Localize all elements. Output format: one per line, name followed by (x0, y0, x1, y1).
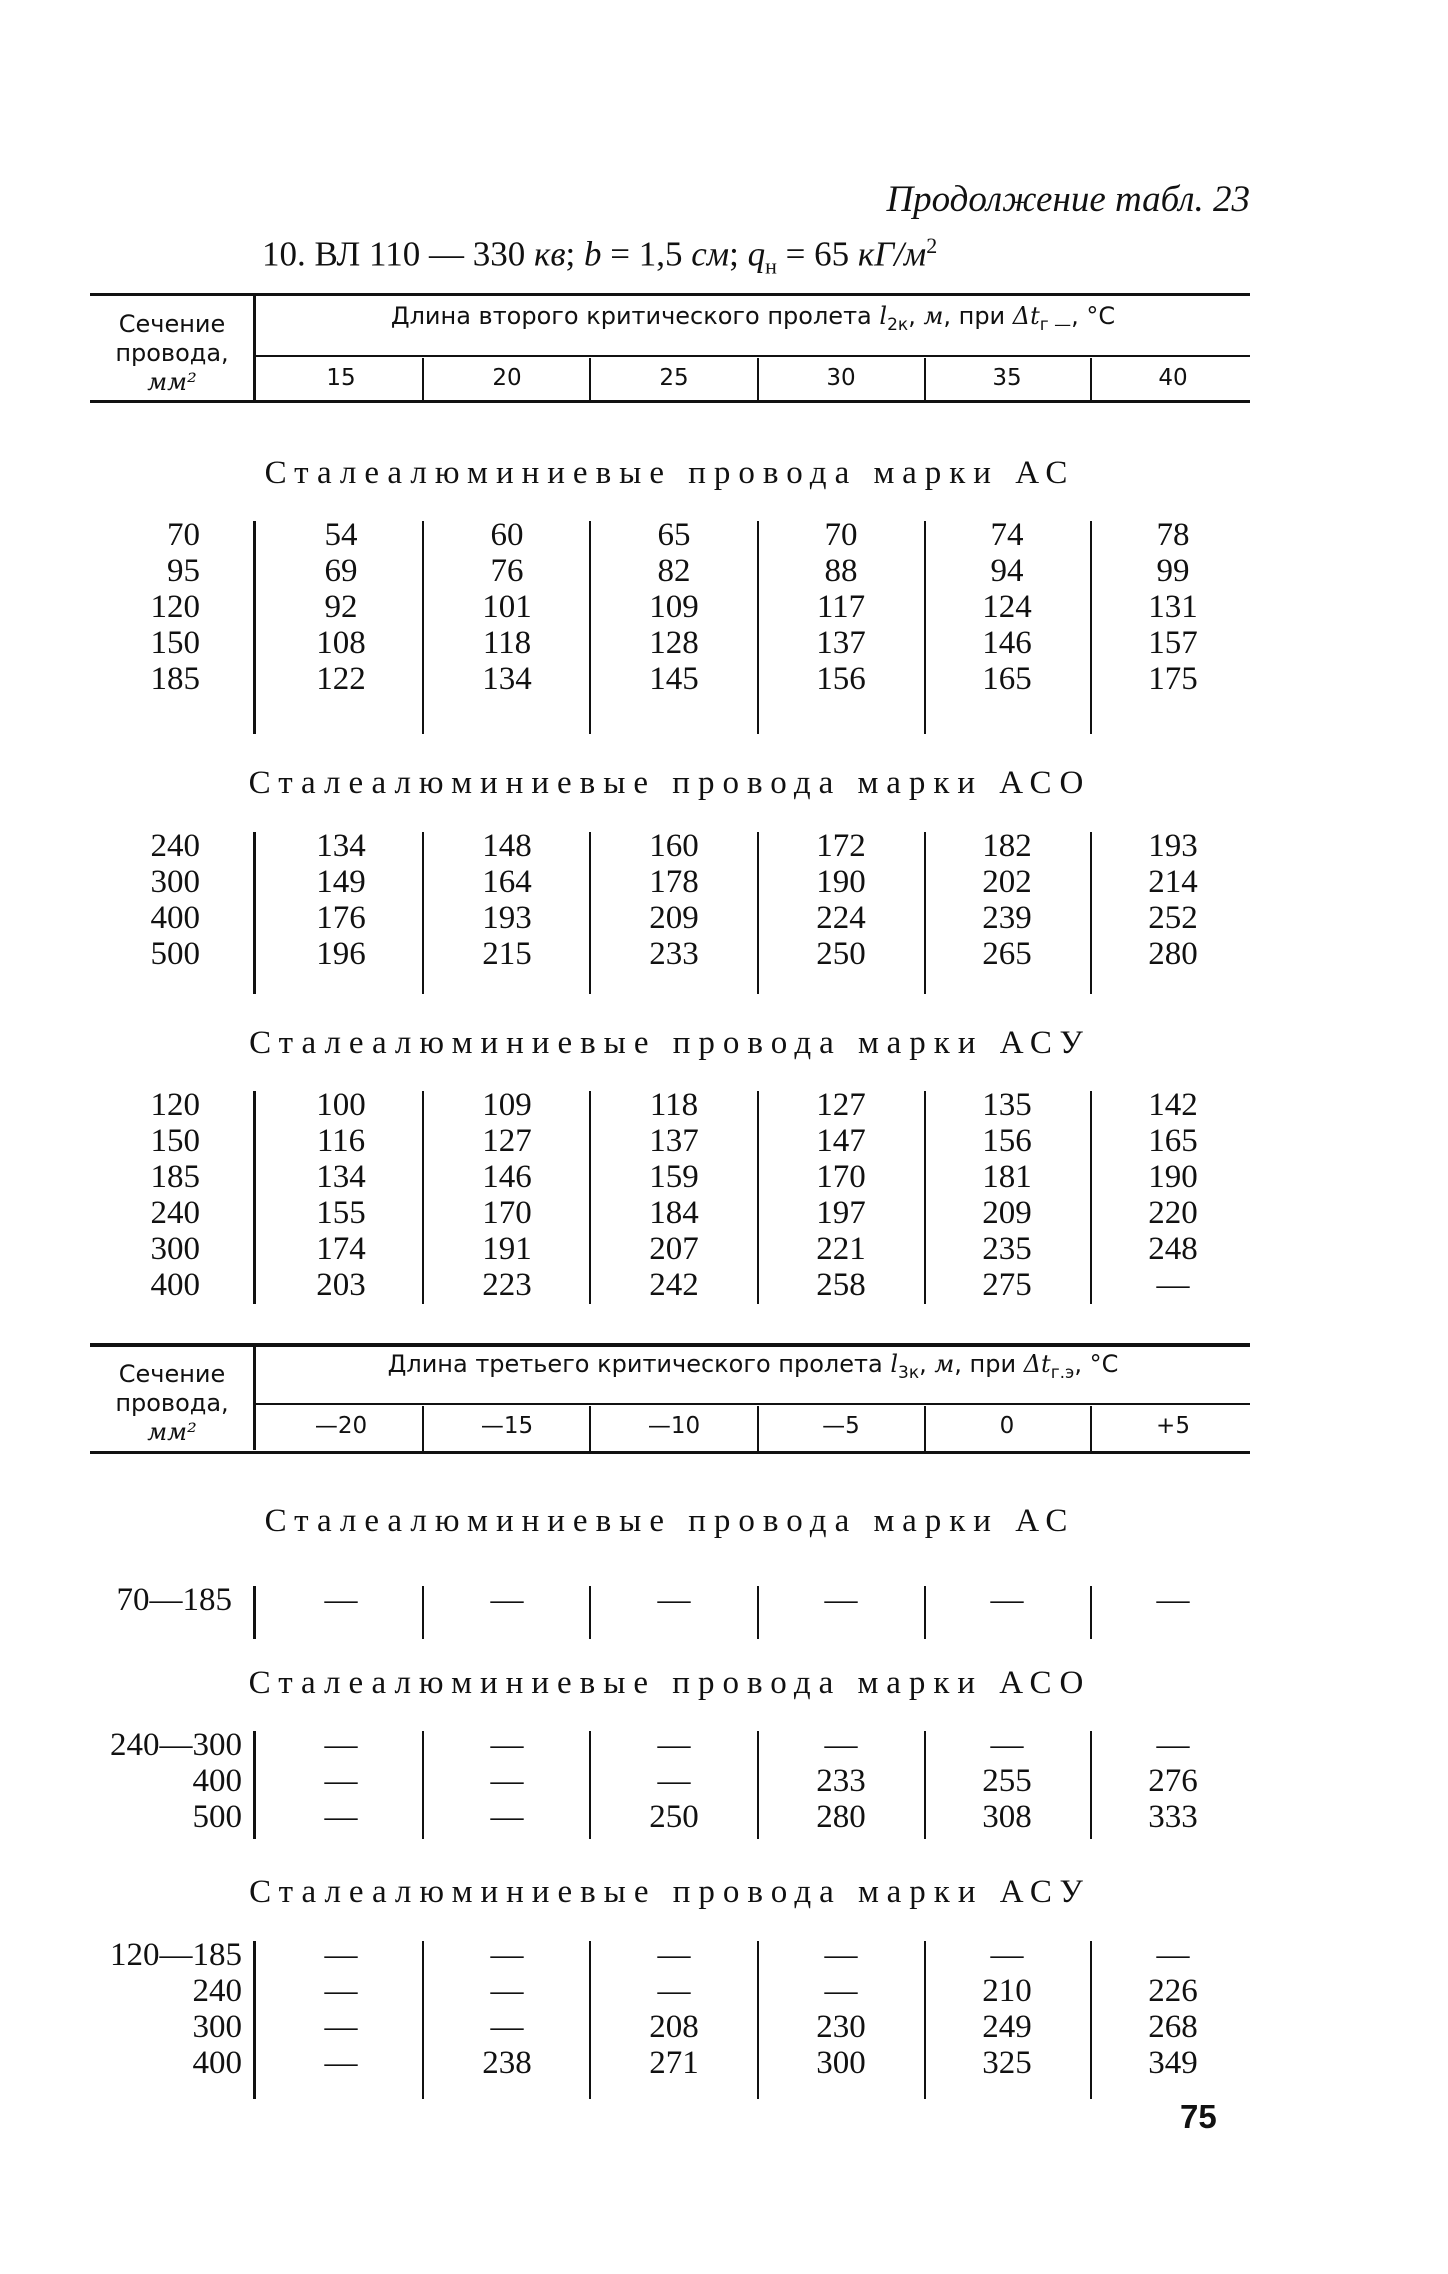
column-divider (924, 1586, 926, 1639)
table-cell: — (324, 1727, 358, 1763)
row-section-label: 70—185 (116, 1582, 232, 1618)
column-divider (1090, 1941, 1092, 2099)
table-cell: 88 (824, 553, 858, 589)
table-cell: — (990, 1937, 1024, 1973)
table-cell: 170 (816, 1159, 866, 1195)
table-cell: — (324, 1937, 358, 1973)
column-divider (924, 832, 926, 994)
table-cell: 109 (482, 1087, 532, 1123)
table-cell: 134 (316, 828, 366, 864)
column-header: 15 (326, 365, 356, 391)
table-cell: 156 (982, 1123, 1032, 1159)
table-cell: 122 (316, 661, 366, 697)
table-cell: 230 (816, 2009, 866, 2045)
table-cell: 65 (657, 517, 691, 553)
table-cell: 54 (324, 517, 358, 553)
table-cell: 214 (1148, 864, 1198, 900)
row-section-label: 400 (150, 900, 200, 936)
row-section-label: 300 (192, 2009, 242, 2045)
table-cell: 182 (982, 828, 1032, 864)
table-cell: 210 (982, 1973, 1032, 2009)
table-cell: — (657, 1973, 691, 2009)
table-cell: — (490, 1973, 524, 2009)
column-divider (589, 1731, 591, 1839)
row-label-divider (253, 521, 256, 734)
column-divider (422, 521, 424, 734)
table-cell: 176 (316, 900, 366, 936)
table-cell: — (490, 1937, 524, 1973)
table-cell: 275 (982, 1267, 1032, 1303)
column-header: +5 (1156, 1413, 1190, 1439)
table-cell: 156 (816, 661, 866, 697)
column-header: —10 (647, 1413, 701, 1439)
table-cell: — (324, 1763, 358, 1799)
column-header: —5 (822, 1413, 860, 1439)
table-cell: 172 (816, 828, 866, 864)
group-title: Сталеалюминиевые провода марки АСО (248, 765, 1092, 801)
column-divider (422, 1941, 424, 2099)
table-cell: 160 (649, 828, 699, 864)
table-cell: 109 (649, 589, 699, 625)
table-cell: 280 (816, 1799, 866, 1835)
row-label-divider (253, 1731, 256, 1839)
table-cell: 101 (482, 589, 532, 625)
column-divider (589, 1941, 591, 2099)
table-cell: 208 (649, 2009, 699, 2045)
table-cell: 74 (990, 517, 1024, 553)
column-divider (924, 521, 926, 734)
table-cell: 333 (1148, 1799, 1198, 1835)
table-cell: 196 (316, 936, 366, 972)
table1-header-bottom-rule (90, 400, 1250, 403)
row-section-label: 240 (192, 1973, 242, 2009)
table-cell: 178 (649, 864, 699, 900)
row-section-label: 150 (150, 625, 200, 661)
table-cell: 184 (649, 1195, 699, 1231)
table-cell: — (1156, 1582, 1190, 1618)
table-cell: 193 (482, 900, 532, 936)
table-cell: 300 (816, 2045, 866, 2081)
table-cell: 147 (816, 1123, 866, 1159)
column-divider (1090, 1731, 1092, 1839)
table-cell: 207 (649, 1231, 699, 1267)
row-section-label: 185 (150, 661, 200, 697)
table1-header-divider (253, 296, 256, 400)
table2-header-divider (253, 1347, 256, 1450)
table-cell: 190 (1148, 1159, 1198, 1195)
row-section-label: 120 (150, 1087, 200, 1123)
row-section-label: 240—300 (110, 1727, 242, 1763)
table-cell: 99 (1156, 553, 1190, 589)
group-title: Сталеалюминиевые провода марки АСО (248, 1665, 1092, 1701)
table-cell: 117 (816, 589, 866, 625)
table-cell: 280 (1148, 936, 1198, 972)
table2-span-header: Длина третьего критического пролета $l_{3к}$, м, при $\Delta t_{г.э}$, °C (387, 1350, 1119, 1383)
table-cell: 239 (982, 900, 1032, 936)
table-cell: 193 (1148, 828, 1198, 864)
table-cell: 124 (982, 589, 1032, 625)
table-cell: 233 (649, 936, 699, 972)
table-cell: 258 (816, 1267, 866, 1303)
table-title: 10. ВЛ 110 — 330 кв; b = 1,5 см; $q_н = 65$ $кГ/м^2$ (262, 233, 938, 279)
table2-header-mid-rule (256, 1403, 1250, 1405)
table-cell: — (324, 2009, 358, 2045)
table-cell: 175 (1148, 661, 1198, 697)
table1-header-mid-rule (256, 355, 1250, 357)
table-cell: 137 (816, 625, 866, 661)
table-cell: — (1156, 1267, 1190, 1303)
table-cell: 265 (982, 936, 1032, 972)
table-cell: — (490, 1799, 524, 1835)
table2-header-bottom-rule (90, 1451, 1250, 1454)
table-cell: — (490, 1763, 524, 1799)
table-cell: 134 (316, 1159, 366, 1195)
table-cell: — (657, 1763, 691, 1799)
table-cell: — (324, 2045, 358, 2081)
column-header-divider (757, 358, 759, 400)
table-cell: 224 (816, 900, 866, 936)
column-header: 25 (659, 365, 689, 391)
table-cell: 78 (1156, 517, 1190, 553)
table1-top-rule (90, 293, 1250, 296)
table-cell: 157 (1148, 625, 1198, 661)
table-cell: — (824, 1582, 858, 1618)
table-cell: 155 (316, 1195, 366, 1231)
table-cell: 209 (649, 900, 699, 936)
column-divider (757, 1731, 759, 1839)
table-cell: 226 (1148, 1973, 1198, 2009)
table-cell: — (1156, 1937, 1190, 1973)
row-section-label: 400 (150, 1267, 200, 1303)
row-section-label: 240 (150, 828, 200, 864)
row-section-label: 120 (150, 589, 200, 625)
table-cell: 164 (482, 864, 532, 900)
table-cell: 242 (649, 1267, 699, 1303)
table-cell: 202 (982, 864, 1032, 900)
continuation-caption: Продолжение табл. 23 (886, 179, 1250, 220)
row-section-label: 120—185 (110, 1937, 242, 1973)
column-header: —15 (480, 1413, 534, 1439)
table-cell: 116 (316, 1123, 366, 1159)
table-cell: 349 (1148, 2045, 1198, 2081)
row-section-label: 185 (150, 1159, 200, 1195)
table-cell: 276 (1148, 1763, 1198, 1799)
row-section-label: 500 (192, 1799, 242, 1835)
table-cell: — (324, 1582, 358, 1618)
table2-section-header: Сечение провода, мм² (115, 1360, 229, 1446)
table-cell: 223 (482, 1267, 532, 1303)
table1-span-header: Длина второго критического пролета $l_{2к}$, м, при $\Delta t_{г —}$, °C (390, 302, 1116, 335)
table-cell: 238 (482, 2045, 532, 2081)
table-cell: 159 (649, 1159, 699, 1195)
table-cell: — (990, 1582, 1024, 1618)
table-cell: 190 (816, 864, 866, 900)
table-cell: 76 (490, 553, 524, 589)
table-cell: 142 (1148, 1087, 1198, 1123)
table-cell: 146 (482, 1159, 532, 1195)
column-divider (589, 1586, 591, 1639)
table-cell: 137 (649, 1123, 699, 1159)
table-cell: 250 (649, 1799, 699, 1835)
column-divider (1090, 521, 1092, 734)
column-divider (589, 832, 591, 994)
table-cell: 252 (1148, 900, 1198, 936)
row-label-divider (253, 1586, 256, 1639)
column-divider (757, 1586, 759, 1639)
column-divider (757, 1091, 759, 1304)
table-cell: 197 (816, 1195, 866, 1231)
table2-top-rule (90, 1343, 1250, 1347)
table-cell: 69 (324, 553, 358, 589)
table-cell: — (824, 1937, 858, 1973)
column-header-divider (757, 1406, 759, 1451)
table-cell: 203 (316, 1267, 366, 1303)
table-cell: 248 (1148, 1231, 1198, 1267)
table-cell: 215 (482, 936, 532, 972)
table-cell: 148 (482, 828, 532, 864)
table-cell: — (490, 1582, 524, 1618)
table-cell: 128 (649, 625, 699, 661)
table-cell: 191 (482, 1231, 532, 1267)
column-divider (1090, 832, 1092, 994)
column-divider (422, 1731, 424, 1839)
table-cell: 82 (657, 553, 691, 589)
table-cell: 127 (816, 1087, 866, 1123)
table-cell: 127 (482, 1123, 532, 1159)
table-cell: — (990, 1727, 1024, 1763)
group-title: Сталеалюминиевые провода марки АС (264, 455, 1076, 491)
table-cell: 165 (1148, 1123, 1198, 1159)
column-divider (924, 1091, 926, 1304)
column-header: 35 (992, 365, 1022, 391)
table1-section-header: Сечение провода, мм² (115, 310, 229, 396)
column-header-divider (589, 358, 591, 400)
table-cell: 181 (982, 1159, 1032, 1195)
column-header-divider (924, 358, 926, 400)
row-section-label: 400 (192, 2045, 242, 2081)
column-divider (924, 1941, 926, 2099)
row-section-label: 400 (192, 1763, 242, 1799)
table-cell: 70 (824, 517, 858, 553)
table-cell: 100 (316, 1087, 366, 1123)
table-cell: 249 (982, 2009, 1032, 2045)
table-cell: 170 (482, 1195, 532, 1231)
row-section-label: 240 (150, 1195, 200, 1231)
column-divider (757, 1941, 759, 2099)
column-divider (1090, 1091, 1092, 1304)
row-section-label: 500 (150, 936, 200, 972)
column-header: 40 (1158, 365, 1188, 391)
table-cell: 308 (982, 1799, 1032, 1835)
column-divider (589, 521, 591, 734)
column-header-divider (1090, 358, 1092, 400)
table-cell: — (824, 1727, 858, 1763)
table-cell: 174 (316, 1231, 366, 1267)
table-cell: — (1156, 1727, 1190, 1763)
table-cell: 220 (1148, 1195, 1198, 1231)
table-cell: 108 (316, 625, 366, 661)
table-cell: 255 (982, 1763, 1032, 1799)
table-cell: 134 (482, 661, 532, 697)
table-cell: 149 (316, 864, 366, 900)
column-header-divider (422, 1406, 424, 1451)
column-header: 0 (999, 1413, 1015, 1439)
table-cell: — (324, 1973, 358, 2009)
table-cell: 165 (982, 661, 1032, 697)
table-cell: 60 (490, 517, 524, 553)
table-cell: 209 (982, 1195, 1032, 1231)
table-cell: — (824, 1973, 858, 2009)
table-cell: — (490, 2009, 524, 2045)
column-divider (757, 521, 759, 734)
table-cell: 131 (1148, 589, 1198, 625)
table-cell: — (657, 1582, 691, 1618)
column-divider (422, 832, 424, 994)
row-section-label: 70 (167, 517, 200, 553)
group-title: Сталеалюминиевые провода марки АС (264, 1503, 1076, 1539)
group-title: Сталеалюминиевые провода марки АСУ (249, 1025, 1091, 1061)
page-number: 75 (1180, 2098, 1217, 2135)
table-cell: 235 (982, 1231, 1032, 1267)
table-cell: 325 (982, 2045, 1032, 2081)
table-cell: — (657, 1937, 691, 1973)
table-cell: 145 (649, 661, 699, 697)
table-cell: 92 (324, 589, 358, 625)
table-cell: 135 (982, 1087, 1032, 1123)
row-section-label: 300 (150, 1231, 200, 1267)
table-cell: — (490, 1727, 524, 1763)
column-divider (1090, 1586, 1092, 1639)
column-header-divider (924, 1406, 926, 1451)
table-cell: — (657, 1727, 691, 1763)
column-divider (757, 832, 759, 994)
row-section-label: 150 (150, 1123, 200, 1159)
table-cell: 221 (816, 1231, 866, 1267)
column-divider (422, 1586, 424, 1639)
group-title: Сталеалюминиевые провода марки АСУ (249, 1874, 1091, 1910)
row-section-label: 95 (167, 553, 200, 589)
table-cell: 271 (649, 2045, 699, 2081)
table-cell: 233 (816, 1763, 866, 1799)
table-cell: 250 (816, 936, 866, 972)
column-header: 30 (826, 365, 856, 391)
column-header-divider (589, 1406, 591, 1451)
row-label-divider (253, 1941, 256, 2099)
row-label-divider (253, 832, 256, 994)
column-header-divider (1090, 1406, 1092, 1451)
table-cell: 118 (482, 625, 532, 661)
column-header-divider (422, 358, 424, 400)
table-cell: 146 (982, 625, 1032, 661)
column-header: —20 (314, 1413, 368, 1439)
table-cell: 268 (1148, 2009, 1198, 2045)
row-label-divider (253, 1091, 256, 1304)
column-divider (589, 1091, 591, 1304)
column-header: 20 (492, 365, 522, 391)
table-cell: 94 (990, 553, 1024, 589)
column-divider (924, 1731, 926, 1839)
table-cell: 118 (649, 1087, 699, 1123)
row-section-label: 300 (150, 864, 200, 900)
table-cell: — (324, 1799, 358, 1835)
column-divider (422, 1091, 424, 1304)
